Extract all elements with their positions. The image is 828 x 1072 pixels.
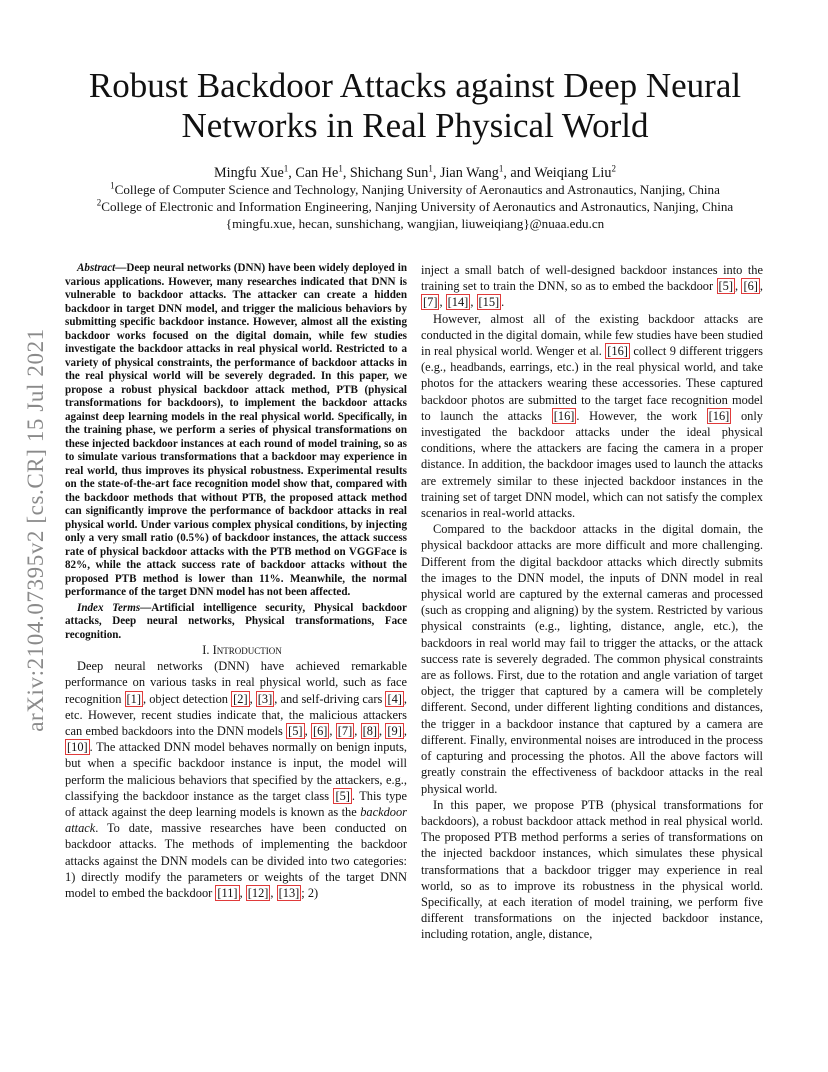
paragraph-text: ; 2) (301, 886, 319, 901)
author-list: Mingfu Xue$^1$, Can He$^1$, Shichang Sun$^1$, Jian Wang$^1$, and Weiqiang Liu$^2$ (214, 163, 616, 181)
paragraph-text: . However, the work (576, 408, 707, 423)
paragraph-text: , (759, 279, 763, 294)
abstract-label: Abstract (77, 262, 116, 274)
citation-link[interactable]: [16] (607, 344, 628, 359)
citation-link[interactable]: [2] (233, 691, 248, 706)
citation-link[interactable]: [6] (743, 279, 758, 294)
arxiv-stamp: arXiv:2104.07395v2 [cs.CR] 15 Jul 2021 (23, 328, 48, 732)
intro-paragraph (421, 262, 763, 311)
paper-title: Robust Backdoor Attacks against Deep Neural Networks in Real Physical World (88, 66, 742, 145)
intro-paragraph (421, 311, 763, 522)
author-name: Can He (295, 165, 339, 181)
intro-paragraph: Compared to the backdoor attacks in the digital domain, the physical backdoor attacks are more difficult and more challenging. Different from the digital backdoor attacks which directly submits the images to the DNN model, the inputs of DNN model in real physical world are captured by the external cameras and processed (such as cropping and aligning) by the system. Restricted by various physical constraints (e.g., lighting, distance, angle, etc.), the backdoors in real world may fail to trigger the attacks, or the attack success rate is severely degraded. The common physical constraints are as follows. First, due to the rotation and angle variation of target object, the trigger that captured by a camera will be completely different. Second, under different lighting conditions and distances, the trigger in a backdoor instance that captured by a camera are different. Finally, environmental noises are introduced in the process of capturing and processing the photos. All the above factors will greatly constrain the effectiveness of backdoor attacks in the real physical world. (421, 522, 763, 796)
right-column (421, 262, 763, 943)
paragraph-text: , and self-driving cars (274, 691, 386, 706)
citation-link[interactable]: [14] (447, 295, 469, 310)
affiliation-2: $^2$College of Electronic and Information Engineering, Nanjing University of Aeronautics and Astronautics, Nanjing, China (96, 197, 734, 214)
citation-link[interactable]: [1] (126, 691, 141, 706)
author-name: Weiqiang Liu (534, 165, 612, 181)
paragraph-text: , etc. However, recent studies indicate that, the malicious attackers can embed backdoors into the DNN models (65, 691, 408, 739)
index-terms-label: Index Terms (77, 601, 141, 614)
author-name: Mingfu Xue (214, 165, 284, 181)
citation-link[interactable]: [13] (278, 886, 300, 901)
paragraph-text: , (329, 724, 336, 739)
affiliation-mark: 1 (110, 180, 115, 191)
paragraph-text: collect 9 different triggers (e.g., headbands, earrings, etc.) in the real physical world, and take photos for the attackers wearing these accessories. These captured backdoor photos are submitted to the target face recognition model to launch the attacks (421, 344, 764, 423)
citation-link[interactable]: [5] (718, 279, 733, 294)
paragraph-text: , object detection (143, 691, 232, 706)
citation-link[interactable]: [5] (288, 724, 303, 739)
citation-link[interactable]: [9] (387, 724, 402, 739)
paragraph-text: , (470, 295, 477, 310)
paragraph-text: However, almost all of the existing backdoor attacks are conducted in the digital domain, while few studies have been studied in real physical world. Wenger et al. (421, 311, 763, 359)
citation-link[interactable]: [15] (478, 295, 500, 310)
paragraph-text: , (354, 724, 361, 739)
paragraph-text: , (379, 724, 386, 739)
abstract: Abstract—Deep neural networks (DNN) have been widely deployed in various applications. However, many researches indicated that DNN is vulnerable to backdoor attacks. The attacker can create a hidden backdoor in target DNN model, and trigger the malicious behaviors by submitting specific backdoor instance. However, almost all the existing backdoor works focused on the digital domain, while few studies investigate the backdoor attacks in real physical world. Restricted to a variety of physical constraints, the performance of backdoor attacks in the real physical world will be severely degraded. In this paper, we propose a robust physical backdoor attack method, PTB (physical transformations for backdoors), to implement the backdoor attacks against deep learning models in the real physical world. Specifically, in the training phase, we perform a series of physical transformations on these injected backdoor instances at each round of model training, so as to simulate various transformations that a backdoor may experience in real world, thus improves its physical robustness. Experimental results on the state-of-the-art face recognition model show that, compared with the backdoor methods that without PTB, the proposed attack method can significantly improve the performance of backdoor attacks in real physical world. Under various complex physical conditions, by injecting only a very small ratio (0.5%) of backdoor instances, the attack success rate of physical backdoor attacks with the PTB method on VGGFace is 82%, while the attack success rate of backdoor attacks without the proposed PTB method is lower than 11%. Meanwhile, the normal performance of the target DNN model has not been affected. (65, 262, 407, 598)
paragraph-text: , (734, 279, 742, 294)
affiliation-mark: 1 (428, 163, 433, 174)
affiliation-1: $^1$College of Computer Science and Technology, Nanjing University of Aeronautics and Astronautics, Nanjing, China (110, 180, 720, 197)
author-name: Jian Wang (439, 165, 499, 181)
paragraph-text: , (249, 691, 256, 706)
section-heading: I. Introduction (202, 643, 282, 657)
intro-paragraph (65, 658, 407, 901)
affiliation-mark: 1 (338, 163, 343, 174)
paragraph-text: only investigated the backdoor attacks under the ideal physical conditions, where the attackers are facing the camera in a proper distance. In addition, the backdoor images used to launch the attacks are extremely similar to these injected backdoor instances in the training set of target DNN model, which can not satisfy the complex scenarios in real-world attacks. (421, 408, 763, 521)
affiliation-mark: 1 (283, 163, 289, 174)
paragraph-text: . To date, massive researches have been conducted on backdoor attacks. The methods of implementing the backdoor attacks against the DNN models can be divided into two categories: 1) directly modify the parameters or weights of the target DNN model to embed the backdoor (65, 821, 407, 901)
citation-link[interactable]: [4] (387, 691, 402, 706)
citation-link[interactable]: [12] (247, 886, 269, 901)
emphasis: backdoor attack (65, 805, 407, 836)
author-name: Shichang Sun (349, 165, 429, 181)
citation-link[interactable]: [7] (337, 724, 353, 739)
citation-link[interactable]: [3] (257, 691, 273, 706)
paragraph-text: , (304, 724, 311, 739)
citation-link[interactable]: [11] (217, 886, 238, 901)
citation-link[interactable]: [6] (312, 724, 328, 739)
citation-link[interactable]: [7] (423, 295, 438, 310)
paragraph-text: Deep neural networks (DNN) have achieved remarkable performance on various tasks in real physical world, such as face recognition (65, 659, 407, 706)
affiliation-mark: 1 (498, 163, 504, 174)
paragraph-text: , (403, 724, 407, 739)
paragraph-text: inject a small batch of well-designed backdoor instances into the training set to train the DNN, so as to embed the backdoor (421, 263, 763, 294)
citation-link[interactable]: [16] (553, 408, 575, 423)
citation-link[interactable]: [16] (708, 408, 730, 423)
affiliation-mark: 2 (611, 163, 616, 174)
paragraph-text: . This type of attack against the deep learning models is known as the (65, 788, 407, 820)
paragraph-text: . The attacked DNN model behaves normally on benign inputs, but when a specific backdoor instance is input, the model will perform the malicious behaviors that specified by the attackers, e.g., classifying the backdoor instance as the target class (65, 740, 407, 803)
author-emails: {mingfu.xue, hecan, sunshichang, wangjian, liuweiqiang}@nuaa.edu.cn (225, 216, 605, 231)
paragraph-text: , (239, 886, 246, 901)
citation-link[interactable]: [5] (335, 788, 350, 803)
citation-link[interactable]: [10] (67, 740, 88, 755)
intro-paragraph: In this paper, we propose PTB (physical transformations for backdoors), a robust backdoor attack method in real physical world. The proposed PTB method performs a series of transformations on the injected backdoor instances, which simulates these physical transformations that a backdoor trigger may experience in real world, so as to improve its robustness in the physical world. Specifically, at each iteration of model training, we perform five different transformations on the injected backdoor instance, including rotation, angle, distance, (421, 797, 763, 942)
paragraph-text: , (439, 295, 446, 310)
affiliation-mark: 2 (96, 197, 102, 208)
paragraph-text: , (270, 886, 277, 901)
left-column (65, 262, 407, 901)
paragraph-text: . (501, 295, 505, 310)
citation-link[interactable]: [8] (362, 724, 378, 739)
index-terms: Index Terms—Artificial intelligence security, Physical backdoor attacks, Deep neural networks, Physical transformations, Face recognition. (65, 601, 407, 641)
